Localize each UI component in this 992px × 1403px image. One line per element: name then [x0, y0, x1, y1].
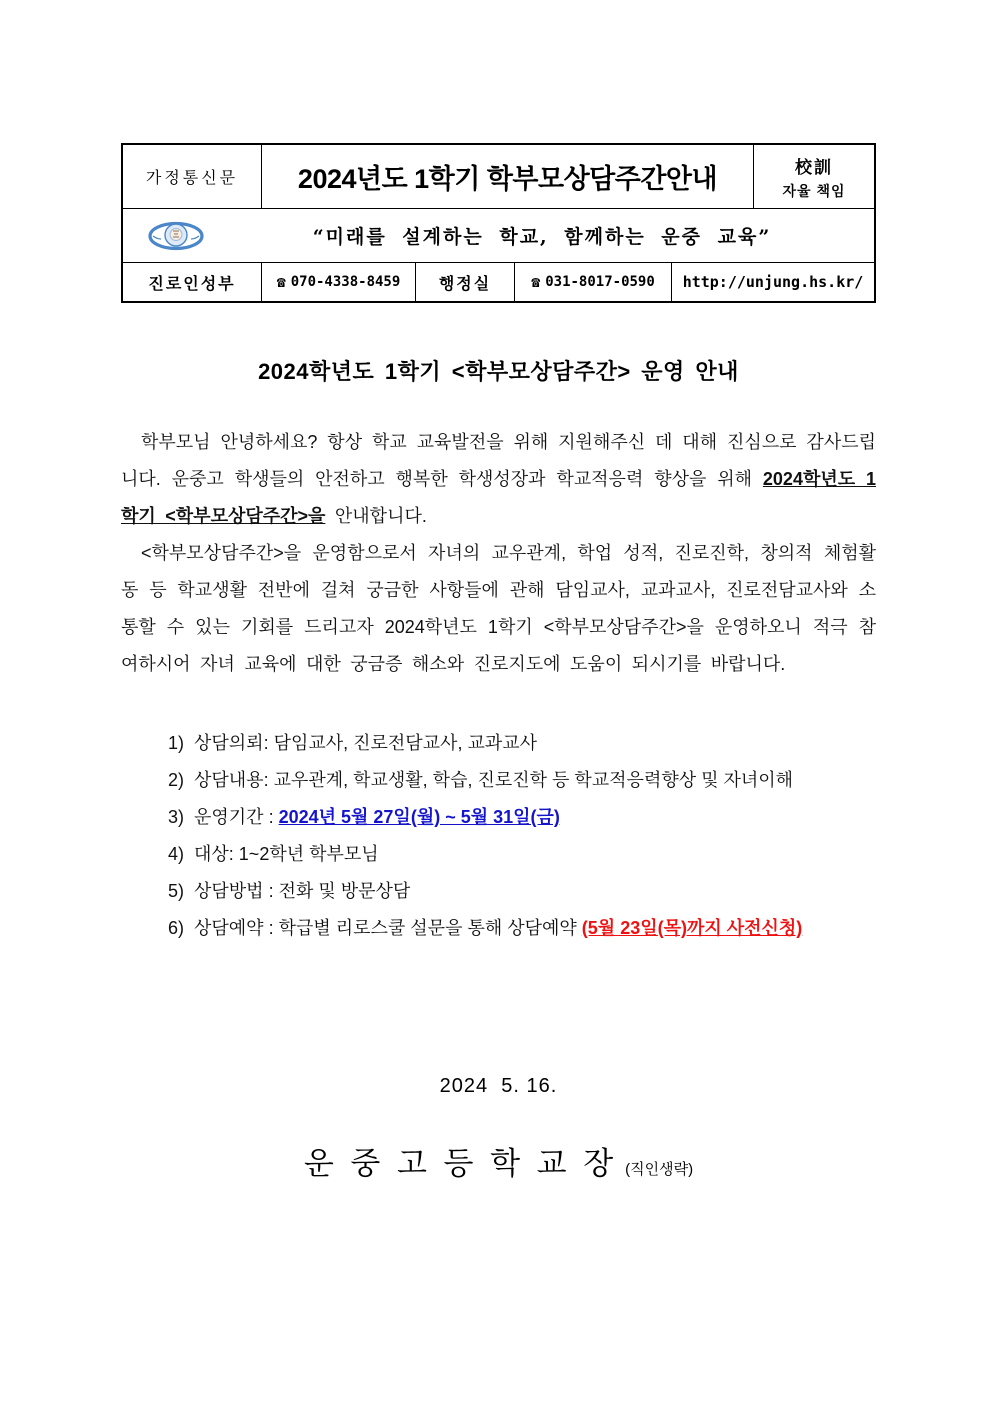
- header-title: 2024년도 1학기 학부모상담주간안내: [297, 164, 718, 194]
- item-number: 6): [168, 918, 185, 938]
- list-item: [168, 836, 876, 873]
- item-text: 상담방법 : 전화 및 방문상담: [194, 881, 411, 901]
- phone2-cell: [515, 263, 672, 301]
- motto-cell: [754, 145, 874, 208]
- list-item: [168, 910, 876, 947]
- header-row-title: [123, 145, 874, 209]
- paragraph-1-tail: 안내합니다.: [325, 506, 427, 526]
- list-item: [168, 873, 876, 910]
- item-number: 1): [168, 733, 185, 753]
- header-title-cell: [262, 145, 754, 208]
- principal-signature: 운 중 고 등 학 교 장: [303, 1146, 618, 1181]
- item-number: 4): [168, 844, 185, 864]
- website-url: http://unjung.hs.kr/: [682, 273, 864, 291]
- seal-omitted-note: (직인생략): [625, 1161, 694, 1178]
- phone2-number: 031-8017-0590: [545, 274, 655, 290]
- item-text: 운영기간 :: [194, 807, 279, 827]
- dept1-cell: 진로인성부: [123, 263, 262, 301]
- item-text: 상담예약 : 학급별 리로스쿨 설문을 통해 상담예약: [194, 918, 582, 938]
- item-deadline-highlight: (5월 23일(목)까지 사전신청): [581, 918, 803, 938]
- phone-icon: ☎: [276, 273, 286, 291]
- logo-wrap: [123, 209, 228, 262]
- item-number: 3): [168, 807, 185, 827]
- signature-line: [121, 1138, 876, 1183]
- paragraph-2: <학부모상담주간>을 운영함으로서 자녀의 교우관계, 학업 성적, 진로진학, 창의적 체험활동 등 학교생활 전반에 걸쳐 궁금한 사항들에 관해 담임교사, 교과교사, 진로전담교사와 소통할 수 있는 기회를 드리고자 2024학년도 1학기 <학부모상담주간>을 운영하오니 적극 참여하시어 자녀 교육에 대한 궁금증 해소와 진로지도에 도움이 되시기를 바랍니다.: [121, 543, 876, 674]
- list-item: [168, 762, 876, 799]
- item-number: 2): [168, 770, 185, 790]
- school-slogan: “미래를 설계하는 학교, 함께하는 운중 교육”: [312, 226, 772, 248]
- doc-type-label: 가정통신문: [145, 170, 239, 187]
- doc-type-cell: [123, 145, 262, 208]
- header-row-slogan: [123, 209, 874, 263]
- dept2-cell: 행정실: [416, 263, 515, 301]
- item-period-highlight: 2024년 5월 27일(월) ~ 5월 31일(금): [278, 807, 560, 827]
- paragraph-1-text: 학부모님 안녕하세요? 항상 학교 교육발전을 위해 지원해주신 데 대해 진심으로 감사드립니다. 운중고 학생들의 안전하고 행복한 학생성장과 학교적응력 향상을 위해: [121, 432, 876, 489]
- motto-label: 校訓: [795, 157, 833, 177]
- item-text: 상담의뢰: 담임교사, 진로전담교사, 교과교사: [194, 733, 538, 753]
- phone1-number: 070-4338-8459: [290, 274, 401, 290]
- header-row-contacts: [123, 263, 874, 301]
- list-item: [168, 799, 876, 836]
- paragraph-1-highlight: 2024학년도 1학기 <학부모상담주간>을: [121, 469, 876, 526]
- item-number: 5): [168, 881, 185, 901]
- school-logo-icon: [147, 218, 205, 254]
- document-date: 2024 5. 16.: [439, 1075, 558, 1097]
- item-text: 대상: 1~2학년 학부모님: [194, 844, 379, 864]
- paragraph-1: [121, 424, 876, 535]
- body-paragraphs: [121, 424, 876, 683]
- phone1-cell: [262, 263, 416, 301]
- item-text: 상담내용: 교우관계, 학교생활, 학습, 진로진학 등 학교적응력향상 및 자녀이해: [194, 770, 794, 790]
- document-title: 2024학년도 1학기 <학부모상담주간> 운영 안내: [258, 359, 739, 384]
- motto-text: 자율 책임: [782, 182, 846, 199]
- phone-icon: ☎: [531, 273, 541, 291]
- list-item: [168, 725, 876, 762]
- info-list: [168, 725, 876, 947]
- header-table: [121, 143, 876, 303]
